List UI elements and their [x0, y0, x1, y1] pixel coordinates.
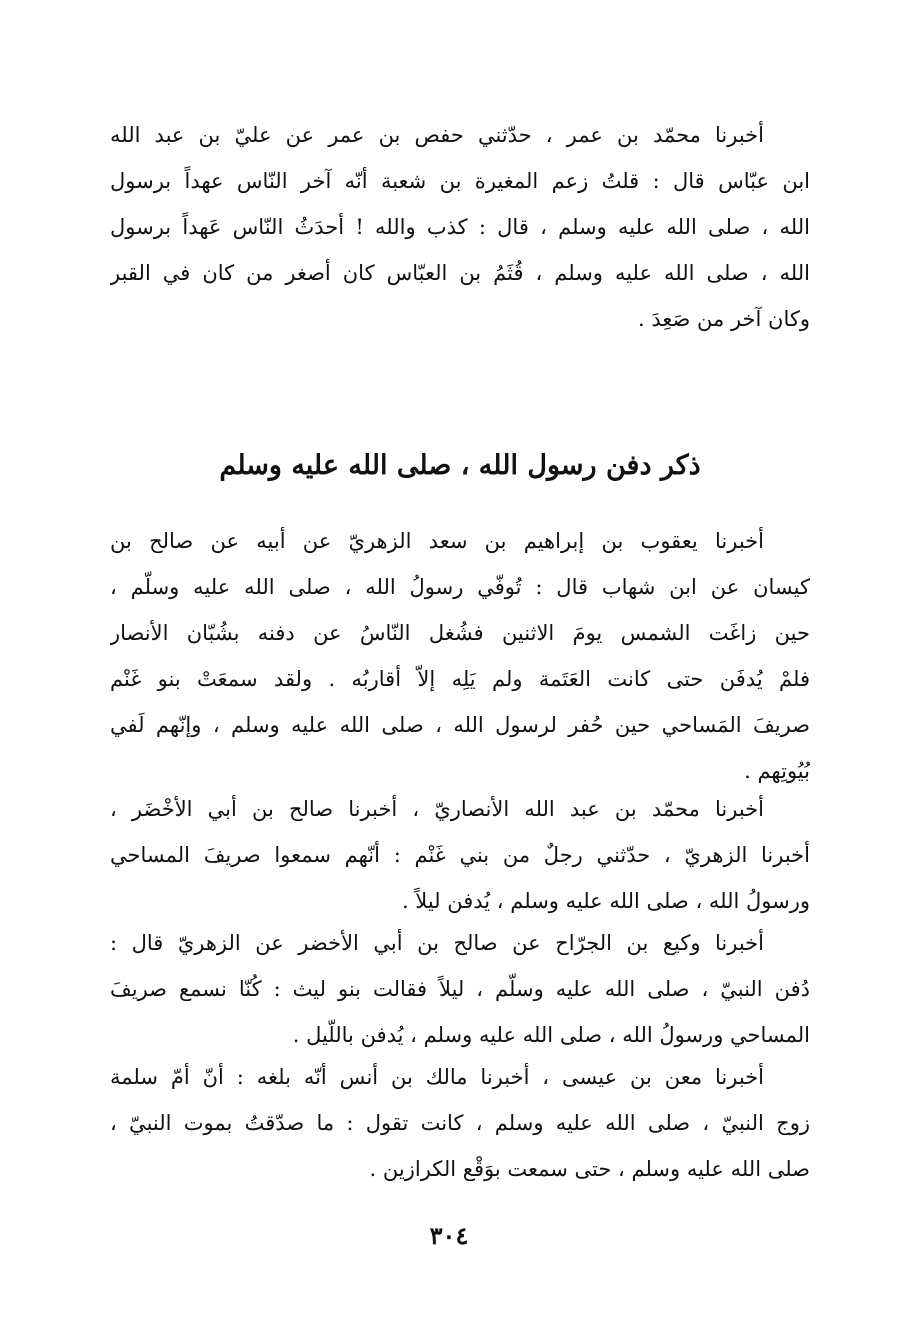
- section-paragraph: [110, 1054, 810, 1192]
- text-line: أخبرنا الزهريّ ، حدّثني رجلٌ من بني غَنْم : أنّهم سمعوا صريفَ المساحي: [110, 843, 810, 867]
- section-heading: ذكر دفن رسول الله ، صلى الله عليه وسلم: [219, 450, 701, 481]
- section-paragraph: [110, 518, 810, 794]
- text-line: الله ، صلى الله عليه وسلم ، قُثَمُ بن العبّاس كان أصغر من كان في القبر: [110, 261, 810, 285]
- text-line: دُفن النبيّ ، صلى الله عليه وسلّم ، ليلاً فقالت بنو ليث : كُنّا نسمع صريفَ: [110, 977, 810, 1001]
- text-line: أخبرنا معن بن عيسى ، أخبرنا مالك بن أنس أنّه بلغه : أنّ أمّ سلمة: [110, 1065, 764, 1089]
- text-line: كيسان عن ابن شهاب قال : تُوفّي رسولُ الله ، صلى الله عليه وسلّم ،: [110, 575, 810, 599]
- text-line: فلمْ يُدفَن حتى كانت العَتَمة ولم يَلِه إلاّ أقاربُه . ولقد سمعَتْ بنو غَنْم: [110, 667, 810, 691]
- text-line: بُيُوتِهم .: [744, 759, 810, 783]
- text-line: أخبرنا محمّد بن عبد الله الأنصاريّ ، أخبرنا صالح بن أبي الأخْضَر ،: [110, 797, 764, 821]
- text-line: وكان آخر من صَعِدَ .: [638, 307, 810, 331]
- section-paragraph: [110, 786, 810, 924]
- text-line: المساحي ورسولُ الله ، صلى الله عليه وسلم ، يُدفن باللّيل .: [292, 1023, 810, 1047]
- text-line: أخبرنا يعقوب بن إبراهيم بن سعد الزهريّ عن أبيه عن صالح بن: [110, 529, 764, 553]
- text-line: ابن عبّاس قال : قلتُ زعم المغيرة بن شعبة أنّه آخر النّاس عهداً برسول: [110, 169, 810, 193]
- text-line: ورسولُ الله ، صلى الله عليه وسلم ، يُدفن ليلاً .: [401, 889, 810, 913]
- page-number: ٣٠٤: [429, 1221, 469, 1250]
- opening-paragraph: [110, 112, 810, 342]
- text-line: أخبرنا وكيع بن الجرّاح عن صالح بن أبي الأخضر عن الزهريّ قال :: [110, 931, 764, 955]
- text-line: حين زاغَت الشمس يومَ الاثنين فشُغل النّاسُ عن دفنه بشُبّان الأنصار: [110, 621, 810, 645]
- text-line: الله ، صلى الله عليه وسلم ، قال : كذب والله ! أحدَثُ النّاس عَهداً برسول: [110, 215, 810, 239]
- text-line: أخبرنا محمّد بن عمر ، حدّثني حفص بن عمر عن عليّ بن عبد الله: [110, 123, 764, 147]
- text-line: صريفَ المَساحي حين حُفر لرسول الله ، صلى الله عليه وسلم ، وإنّهم لَفي: [110, 713, 810, 737]
- section-paragraph: [110, 920, 810, 1058]
- text-line: صلى الله عليه وسلم ، حتى سمعت بوَقْع الكرازين .: [369, 1157, 810, 1181]
- text-line: زوج النبيّ ، صلى الله عليه وسلم ، كانت تقول : ما صدّقتُ بموت النبيّ ،: [110, 1111, 810, 1135]
